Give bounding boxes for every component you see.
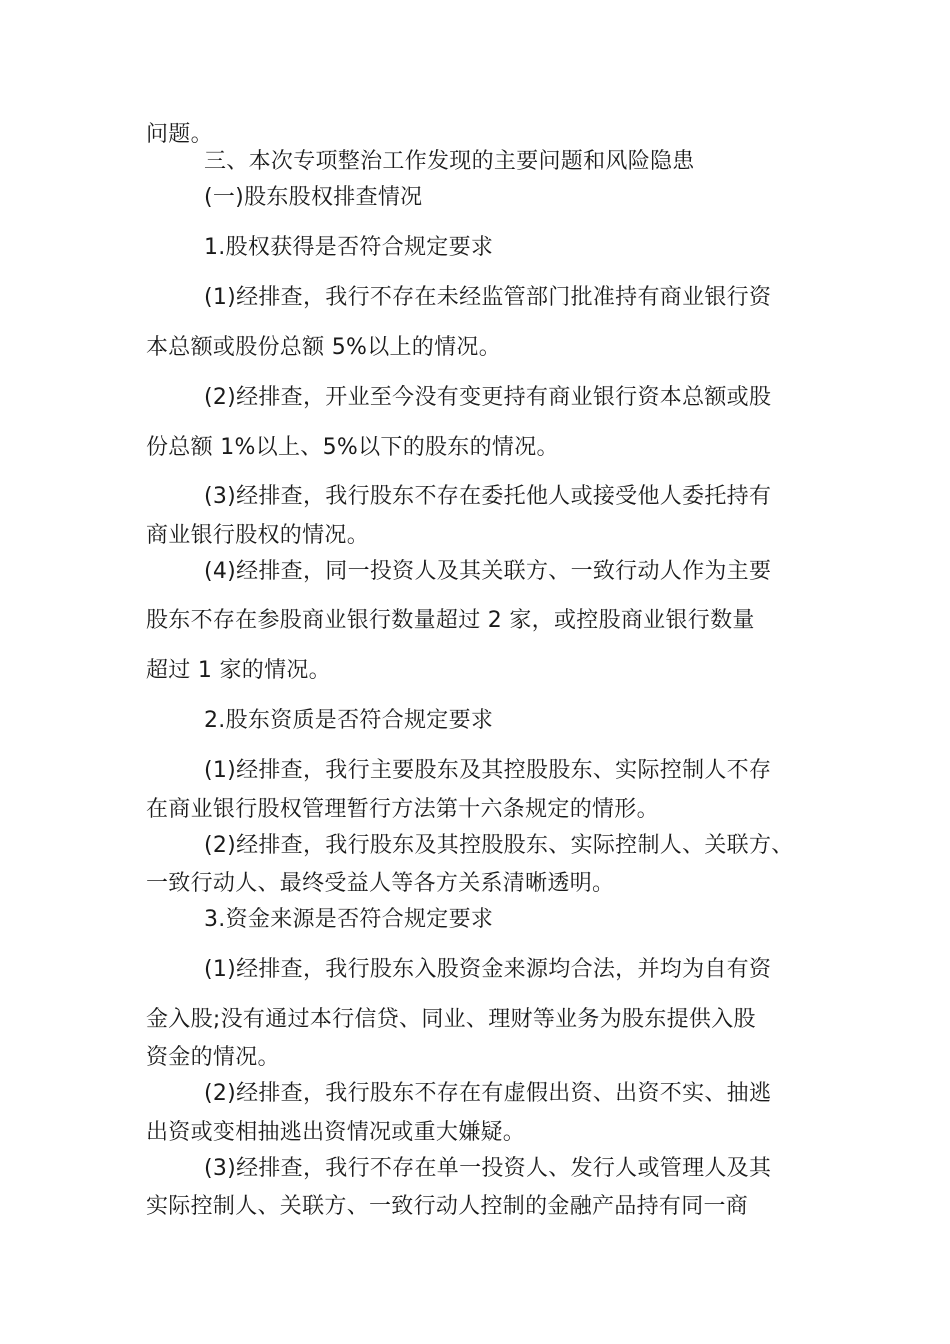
text-line: (2)经排查，开业至今没有变更持有商业银行资本总额或股: [204, 385, 772, 410]
text-line: 一致行动人、最终受益人等各方关系清晰透明。: [146, 871, 615, 896]
text-line: 出资或变相抽逃出资情况或重大嫌疑。: [146, 1120, 526, 1145]
text-line: 金入股;没有通过本行信贷、同业、理财等业务为股东提供入股: [146, 1007, 756, 1032]
text-line: (1)经排查，我行股东入股资金来源均合法，并均为自有资: [204, 957, 772, 982]
item-heading: 2.股东资质是否符合规定要求: [204, 708, 494, 733]
section-heading: 三、本次专项整治工作发现的主要问题和风险隐患: [204, 149, 695, 174]
text-line: (2)经排查，我行股东不存在有虚假出资、出资不实、抽逃: [204, 1081, 772, 1106]
item-heading: 3.资金来源是否符合规定要求: [204, 907, 494, 932]
text-line: 本总额或股份总额 5%以上的情况。: [146, 335, 501, 360]
text-line: 商业银行股权的情况。: [146, 523, 370, 548]
subsection-heading: (一)股东股权排查情况: [204, 185, 423, 210]
text-line: (1)经排查，我行主要股东及其控股股东、实际控制人不存: [204, 758, 772, 783]
text-line: 资金的情况。: [146, 1045, 280, 1070]
text-line: 问题。: [146, 122, 213, 147]
text-line: (2)经排查，我行股东及其控股股东、实际控制人、关联方、: [204, 833, 794, 858]
text-line: 股东不存在参股商业银行数量超过 2 家，或控股商业银行数量: [146, 608, 755, 633]
text-line: 在商业银行股权管理暂行方法第十六条规定的情形。: [146, 797, 659, 822]
text-line: (4)经排查，同一投资人及其关联方、一致行动人作为主要: [204, 559, 772, 584]
text-line: 份总额 1%以上、5%以下的股东的情况。: [146, 435, 559, 460]
text-line: 超过 1 家的情况。: [146, 658, 331, 683]
text-line: (3)经排查，我行不存在单一投资人、发行人或管理人及其: [204, 1156, 772, 1181]
item-heading: 1.股权获得是否符合规定要求: [204, 235, 494, 260]
text-line: 实际控制人、关联方、一致行动人控制的金融产品持有同一商: [146, 1194, 749, 1219]
text-line: (1)经排查，我行不存在未经监管部门批准持有商业银行资: [204, 285, 772, 310]
text-line: (3)经排查，我行股东不存在委托他人或接受他人委托持有: [204, 484, 772, 509]
